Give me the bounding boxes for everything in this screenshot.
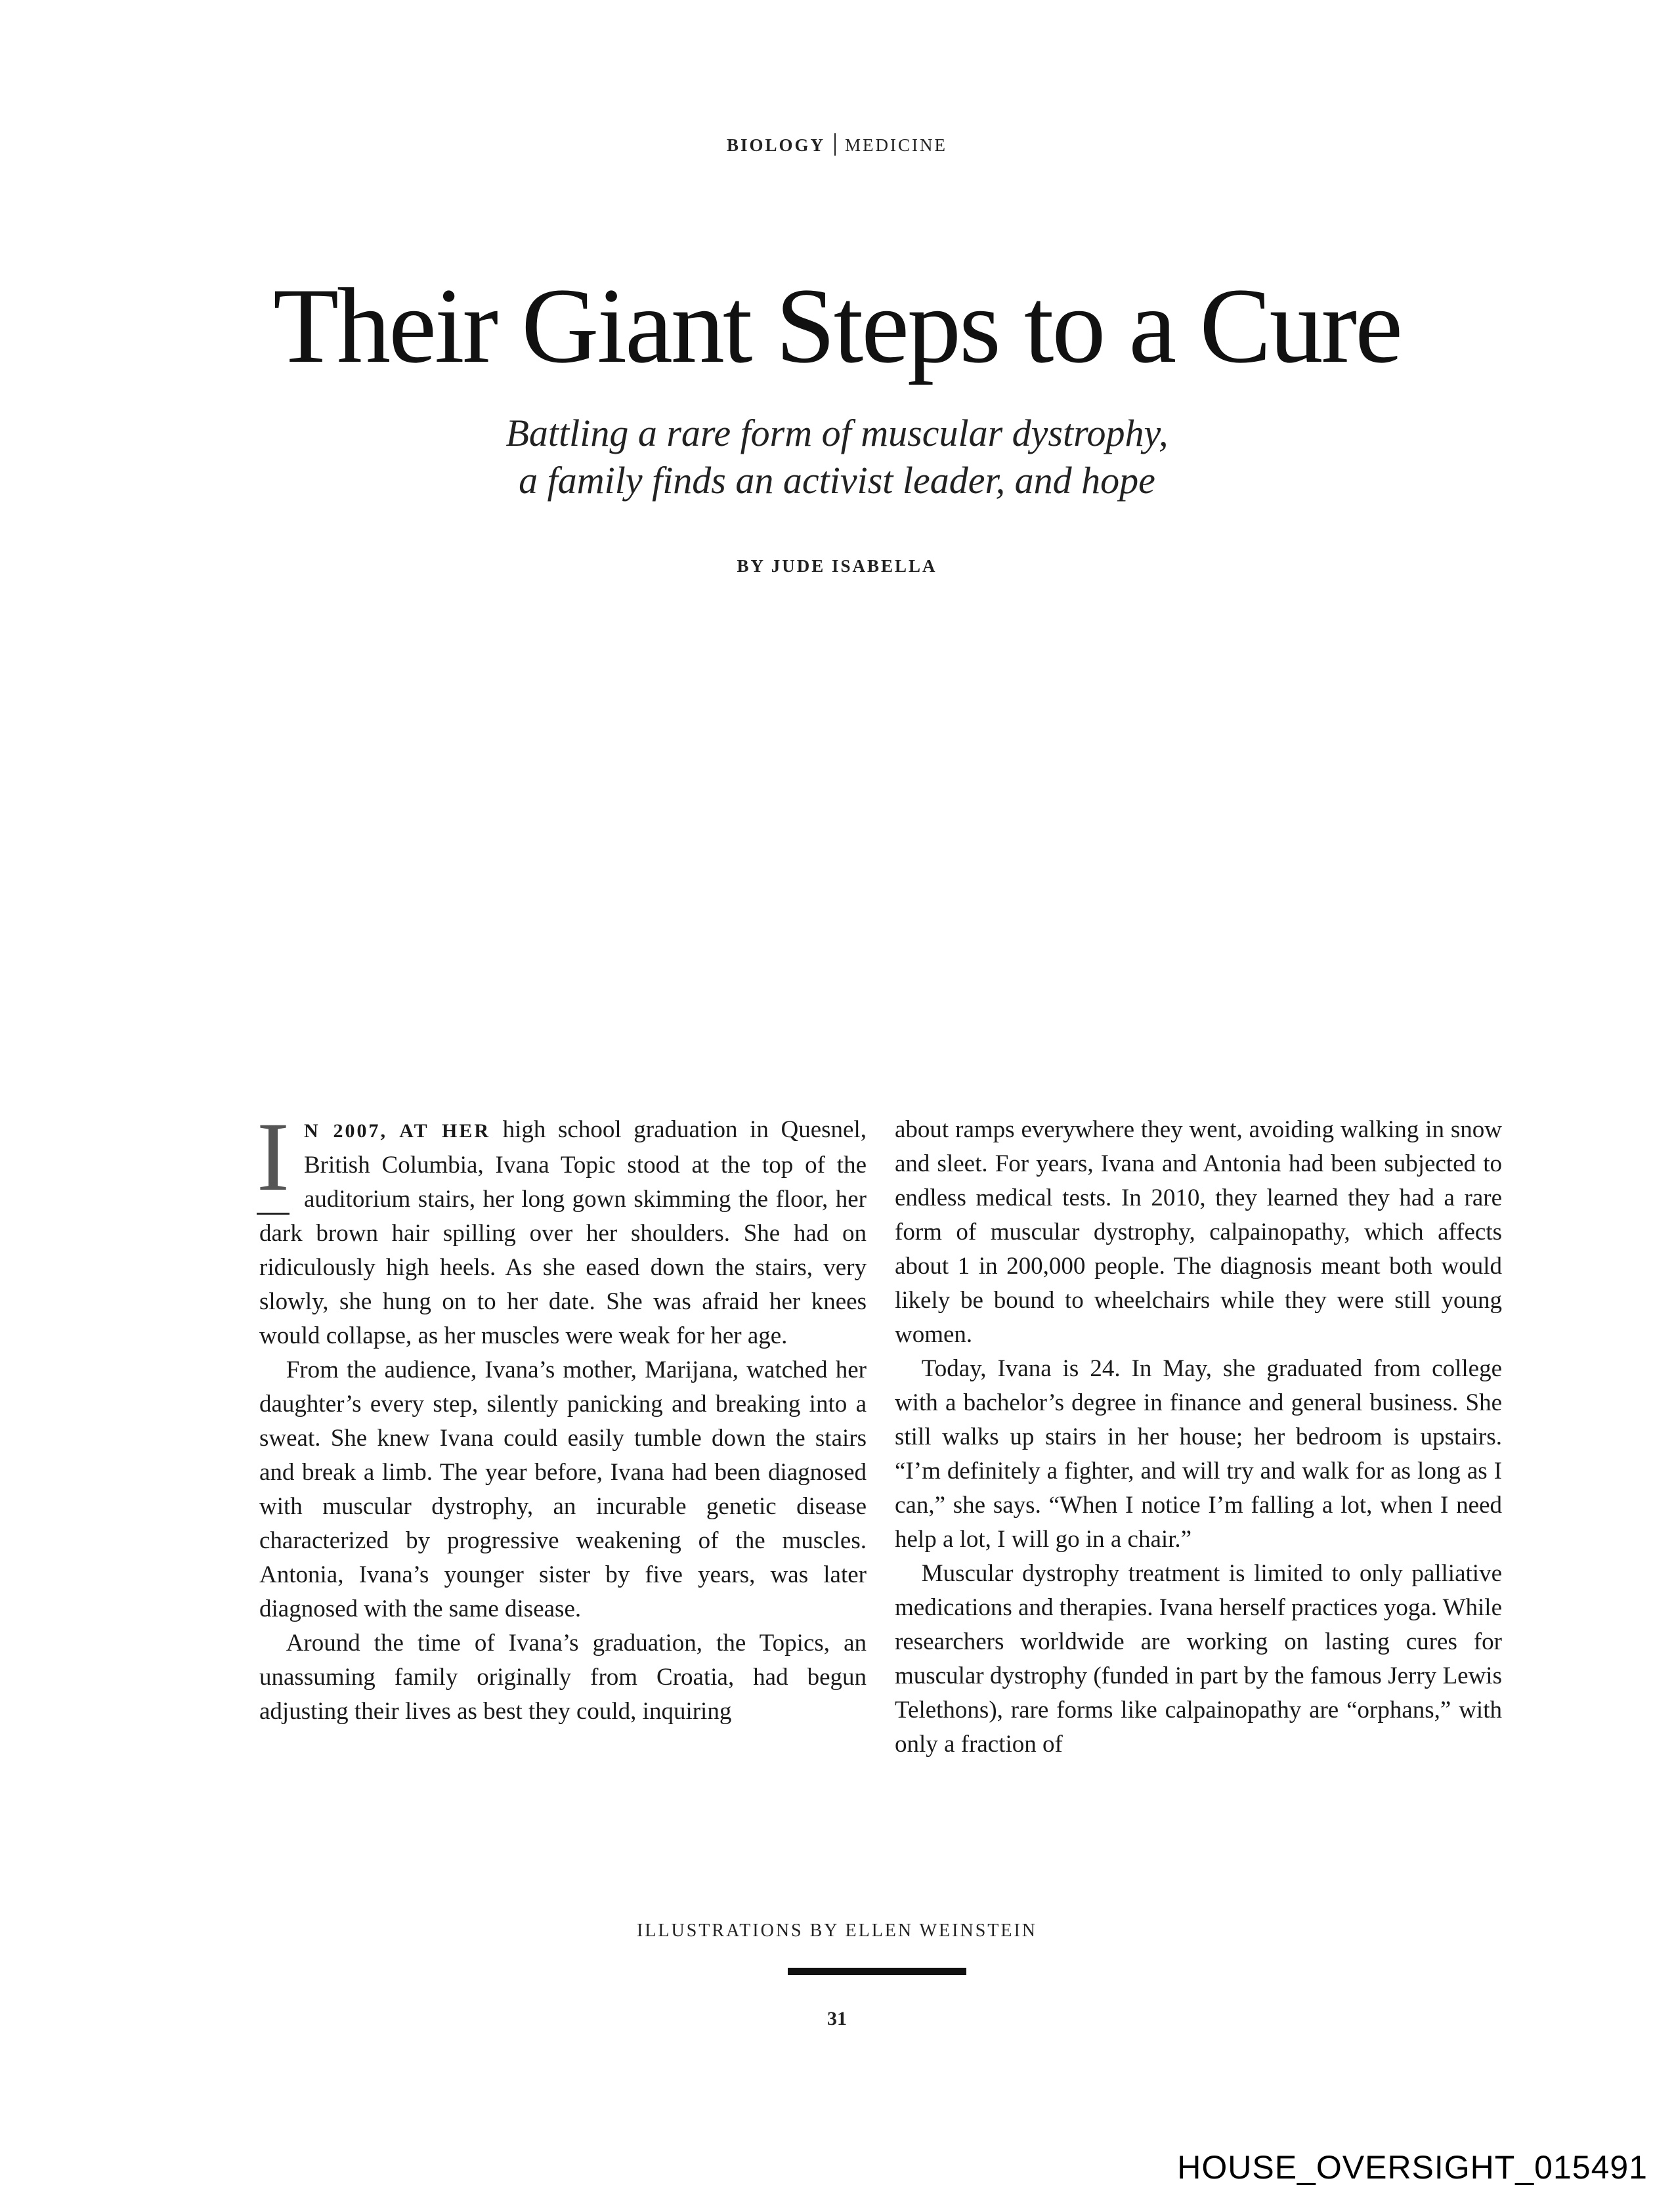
paragraph-text: high school graduation in Quesnel, British Columbia, Ivana Topic stood at the top of the auditorium stairs, her long gown skimming the floor, her dark brown hair spilling over her shoulders. She had on ridiculously high heels. As she eased down the stairs, very slowly, she hung on to her date. She was afraid her knees would collapse, as her muscles were weak for her age. bbox=[259, 1116, 867, 1349]
subtitle-line-2: a family finds an activist leader, and hope bbox=[519, 459, 1155, 502]
article-subtitle bbox=[0, 410, 1674, 504]
byline: BY JUDE ISABELLA bbox=[737, 556, 937, 576]
footer-rule bbox=[788, 1968, 966, 1975]
body-paragraph: From the audience, Ivana’s mother, Marijana, watched her daughter’s every step, silently panicking and breaking into a sweat. She knew Ivana could easily tumble down the stairs and break a limb. The year before, Ivana had been diagnosed with muscular dystrophy, an incurable genetic disease characterized by progressive weakening of the muscles. Antonia, Ivana’s younger sister by five years, was later diagnosed with the same disease. bbox=[259, 1356, 867, 1622]
page-number: 31 bbox=[827, 2008, 847, 2029]
body-paragraph: Muscular dystrophy treatment is limited to only palliative medications and therapies. Ivana herself practices yoga. While researchers worldwide are working on lasting cures for muscular dystrophy (funded in part by the famous Jerry Lewis Telethons), rare forms like calpainopathy are “orphans,” with only a fraction of bbox=[895, 1560, 1502, 1758]
drop-cap: I bbox=[257, 1114, 290, 1215]
body-paragraph: Today, Ivana is 24. In May, she graduated from college with a bachelor’s degree in finance and general business. She still walks up stairs in her house; her bedroom is upstairs. “I’m definitely a fighter, and will try and walk for as long as I can,” she says. “When I notice I’m falling a lot, when I need help a lot, I will go in a chair.” bbox=[895, 1355, 1502, 1553]
body-paragraph bbox=[257, 1102, 867, 1353]
lead-in: N 2007, AT HER bbox=[303, 1120, 490, 1142]
subtitle-line-1: Battling a rare form of muscular dystrophy, bbox=[505, 412, 1169, 454]
section-divider bbox=[834, 133, 836, 156]
body-paragraph: Around the time of Ivana’s graduation, the Topics, an unassuming family originally from Croatia, had begun adjusting their lives as best they could, inquiring bbox=[259, 1630, 867, 1725]
section-label bbox=[0, 133, 1674, 156]
illustration-credits: ILLUSTRATIONS BY ELLEN WEINSTEIN bbox=[636, 1920, 1038, 1941]
article-column-right bbox=[895, 1113, 1502, 1762]
article-column-left bbox=[257, 1102, 867, 1729]
section-subcategory: MEDICINE bbox=[845, 135, 947, 155]
section-category: BIOLOGY bbox=[726, 135, 826, 155]
bates-number: HOUSE_OVERSIGHT_015491 bbox=[1177, 2149, 1648, 2186]
article-title: Their Giant Steps to a Cure bbox=[272, 267, 1402, 385]
body-paragraph: about ramps everywhere they went, avoiding walking in snow and sleet. For years, Ivana and Antonia had been subjected to endless medical tests. In 2010, they learned they had a rare form of muscular dystrophy, calpainopathy, which affects about 1 in 200,000 people. The diagnosis meant both would likely be bound to wheelchairs while they were still young women. bbox=[895, 1116, 1502, 1348]
